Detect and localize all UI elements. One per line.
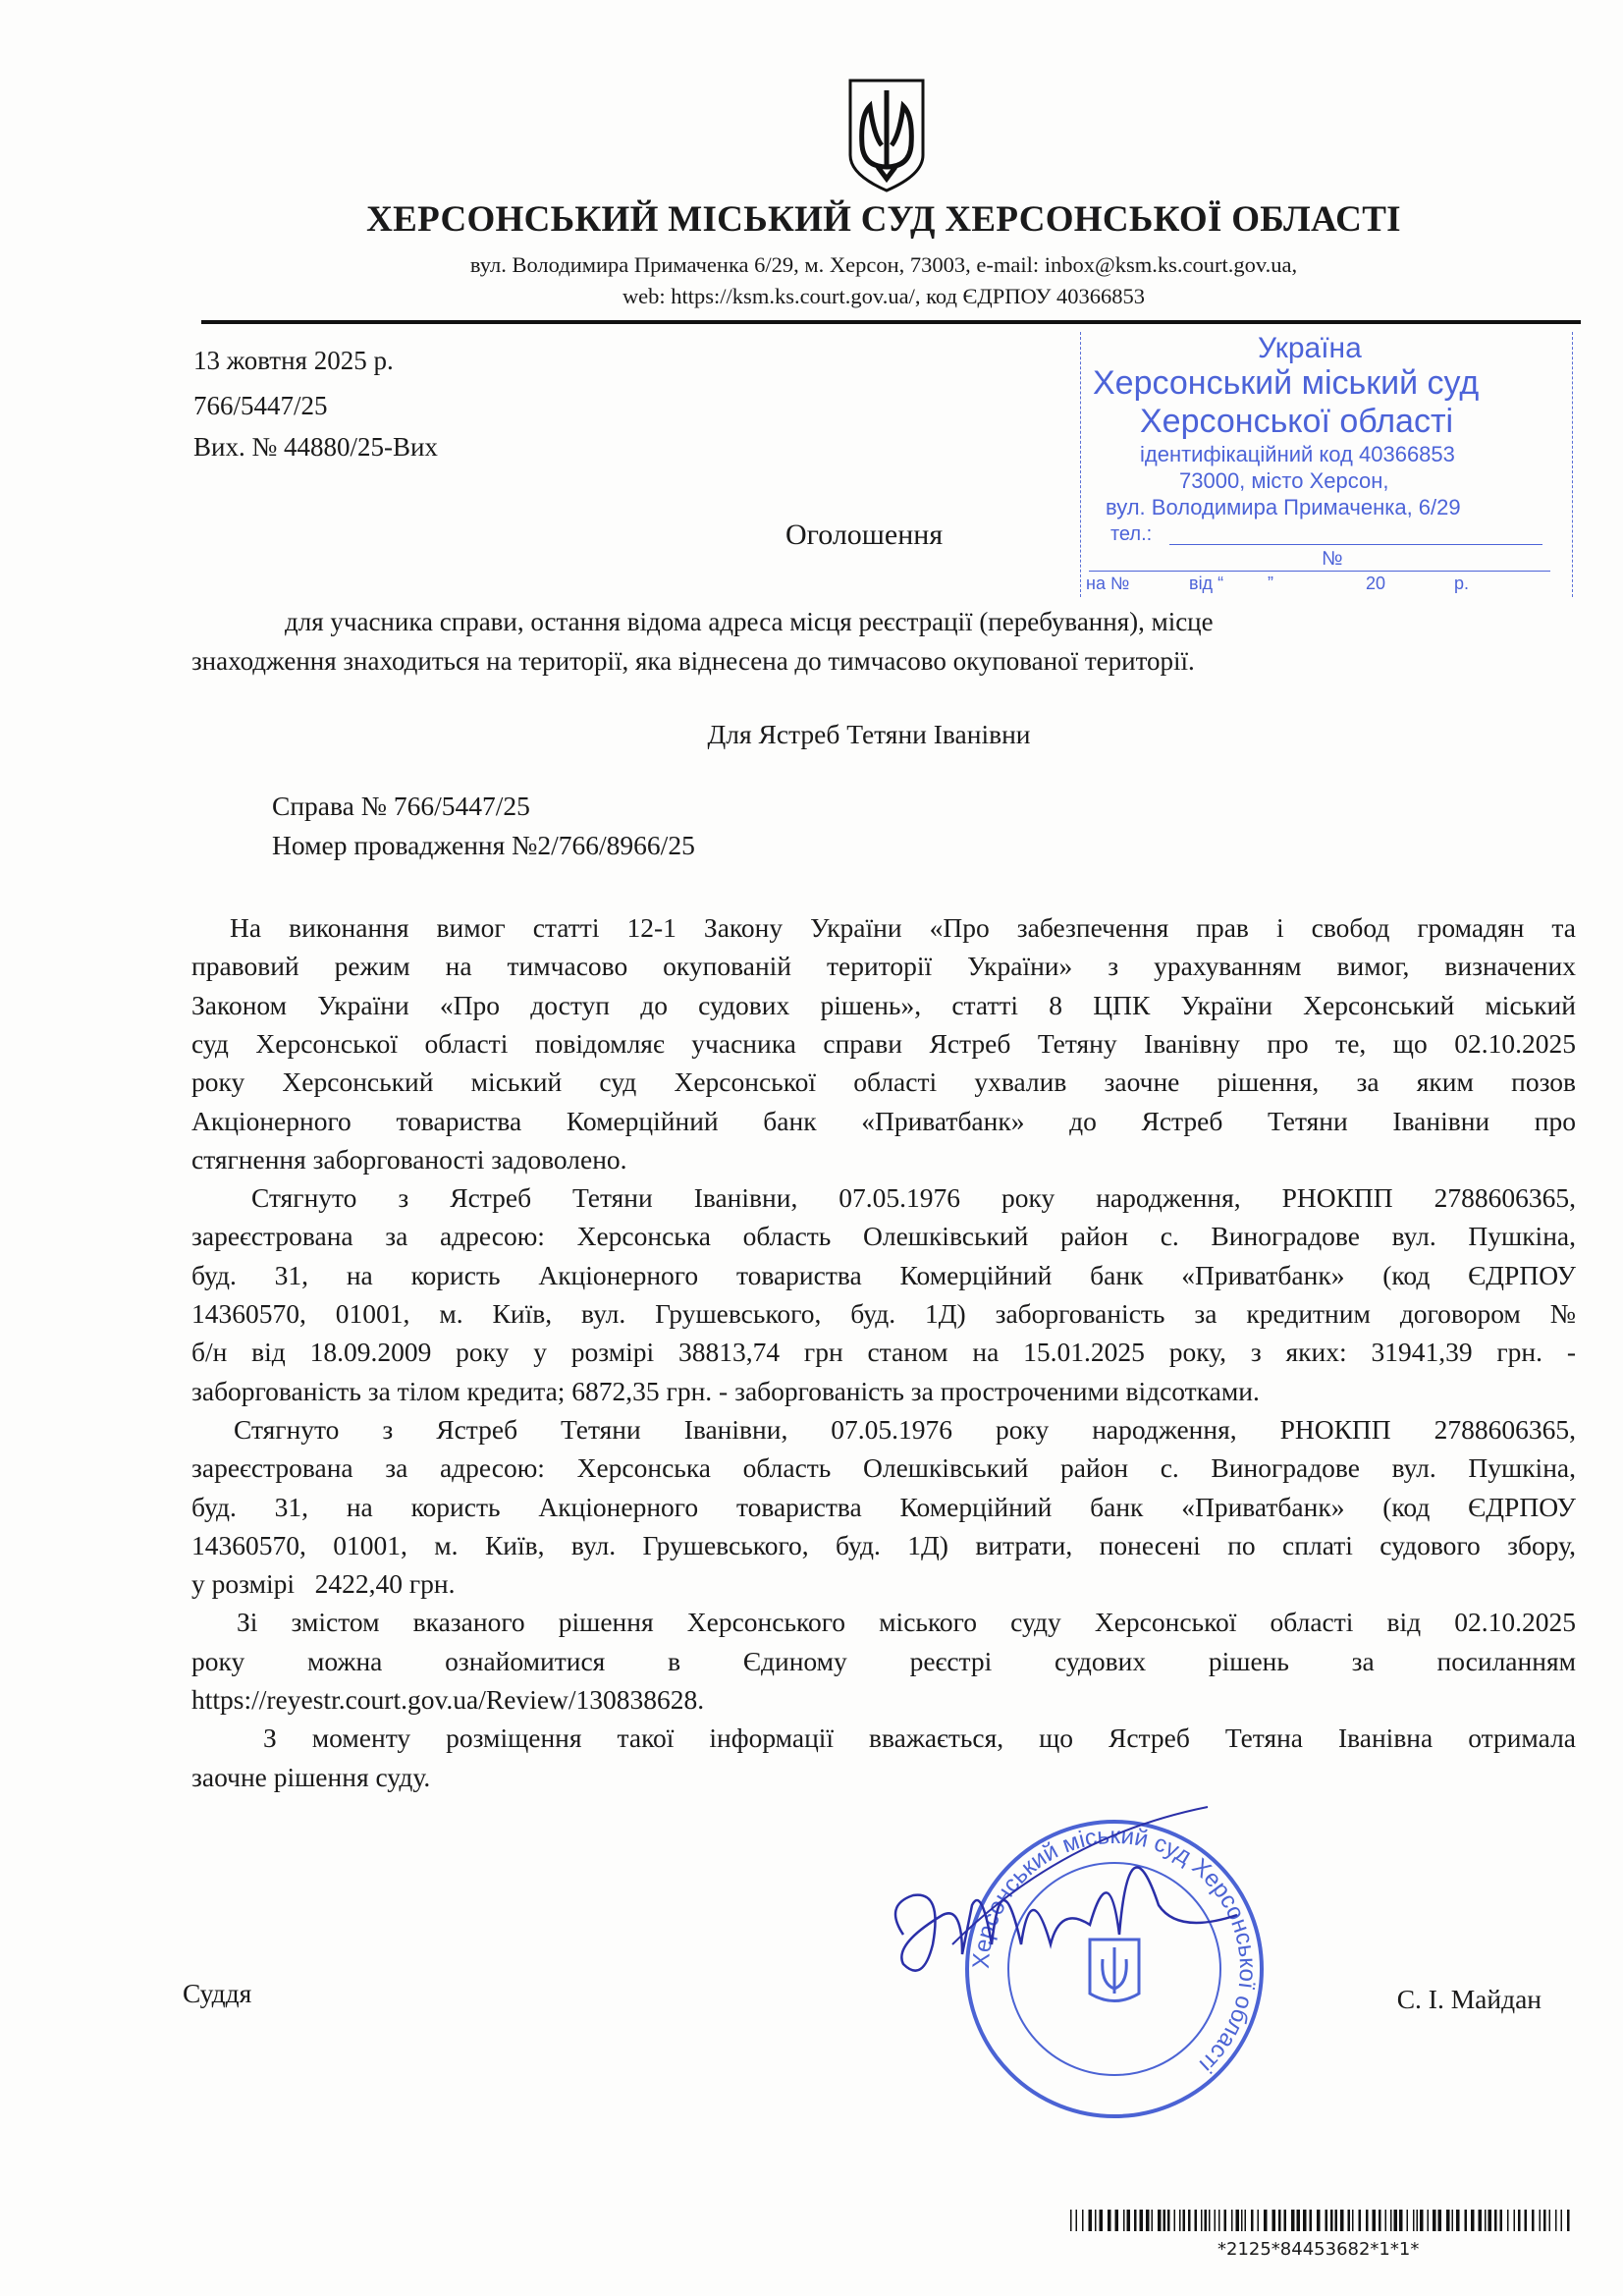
body-line: Стягнуто з Ястреб Тетяни Іванівни, 07.05.1976 року народження, РНОКПП 2788606365, bbox=[251, 1182, 1576, 1214]
barcode-bar bbox=[1543, 2210, 1546, 2231]
barcode-bar bbox=[1335, 2210, 1338, 2231]
barcode-bar bbox=[1420, 2210, 1424, 2231]
barcode-bar bbox=[1245, 2210, 1247, 2231]
barcode-bar bbox=[1134, 2210, 1137, 2231]
case-reference: 766/5447/25 bbox=[193, 391, 328, 420]
barcode-bar bbox=[1241, 2210, 1243, 2231]
barcode-bar bbox=[1183, 2210, 1186, 2231]
stamp-text: від “ bbox=[1189, 574, 1224, 593]
header-rule bbox=[201, 320, 1581, 324]
stamp-text: 20 bbox=[1366, 574, 1386, 593]
outgoing-number: Вих. № 44880/25-Вих bbox=[193, 432, 438, 462]
barcode-bar bbox=[1224, 2210, 1227, 2231]
barcode-bar bbox=[1549, 2210, 1551, 2231]
stamp-text: Україна bbox=[1258, 332, 1362, 364]
barcode-bar bbox=[1379, 2210, 1381, 2231]
barcode-bar bbox=[1555, 2210, 1557, 2231]
barcode-bar bbox=[1507, 2210, 1509, 2231]
barcode-bar bbox=[1446, 2210, 1450, 2231]
proceeding-number: Номер провадження №2/766/8966/25 bbox=[272, 830, 695, 860]
barcode-bar bbox=[1488, 2210, 1492, 2231]
barcode-bar bbox=[1348, 2210, 1351, 2231]
barcode-bar bbox=[1179, 2210, 1181, 2231]
barcode-bar bbox=[1158, 2210, 1162, 2231]
barcode-code: *2125*84453682*1*1* bbox=[1217, 2239, 1420, 2260]
barcode-bar bbox=[1567, 2210, 1570, 2231]
barcode-bar bbox=[1413, 2210, 1415, 2231]
barcode-bar bbox=[1456, 2210, 1460, 2231]
barcode-bar bbox=[1317, 2210, 1321, 2231]
barcode-bar bbox=[1127, 2210, 1131, 2231]
case-number: Справа № 766/5447/25 bbox=[272, 791, 530, 821]
barcode-bar bbox=[1330, 2210, 1333, 2231]
barcode-bar bbox=[1278, 2210, 1281, 2231]
body-line: 14360570, 01001, м. Київ, вул. Грушевського, буд. 1Д) заборгованість за кредитним договором № bbox=[191, 1298, 1576, 1329]
barcode-bar bbox=[1494, 2210, 1497, 2231]
body-line: заочне рішення суду. bbox=[191, 1761, 431, 1792]
barcode-bar bbox=[1297, 2210, 1301, 2231]
judge-signature bbox=[864, 1797, 1276, 1994]
intro-line: знаходження знаходиться на території, яка віднесена до тимчасово окупованої території. bbox=[191, 646, 1195, 676]
stamp-text: 73000, місто Херсон, bbox=[1179, 468, 1389, 493]
barcode-bar bbox=[1236, 2210, 1240, 2231]
body-line: суд Херсонської області повідомляє учасника справи Ястреб Тетяну Іванівну про те, що 02.10.2025 bbox=[191, 1027, 1576, 1059]
addressee: Для Ястреб Тетяни Іванівни bbox=[707, 719, 1031, 749]
barcode-bar bbox=[1340, 2210, 1344, 2231]
barcode-bar bbox=[1310, 2210, 1313, 2231]
barcode-bar bbox=[1399, 2210, 1403, 2231]
body-line: З моменту розміщення такої інформації вважається, що Ястреб Тетяна Іванівна отримала bbox=[263, 1722, 1576, 1754]
barcode-bar bbox=[1394, 2210, 1398, 2231]
seal-text: Херсонський міський суд Херсонської області bbox=[967, 1822, 1262, 2078]
barcode-bar bbox=[1532, 2210, 1535, 2231]
stamp-text: ідентифікаційний код 40366853 bbox=[1140, 442, 1455, 466]
barcode-bar bbox=[1140, 2210, 1144, 2231]
barcode-bar bbox=[1407, 2210, 1409, 2231]
barcode-bar bbox=[1433, 2210, 1436, 2231]
barcode-bar bbox=[1152, 2210, 1154, 2231]
barcode-bar bbox=[1070, 2210, 1072, 2231]
barcode-bar bbox=[1359, 2210, 1362, 2231]
barcode-bar bbox=[1373, 2210, 1377, 2231]
barcode-bar bbox=[1385, 2210, 1387, 2231]
barcode-bar bbox=[1390, 2210, 1392, 2231]
barcode-bar bbox=[1485, 2210, 1487, 2231]
barcode-bar bbox=[1218, 2210, 1220, 2231]
barcode-bar bbox=[1561, 2210, 1563, 2231]
barcode-bar bbox=[1366, 2210, 1369, 2231]
barcode-bar bbox=[1100, 2210, 1104, 2231]
barcode-bar bbox=[1540, 2210, 1542, 2231]
body-line: зареєстрована за адресою: Херсонська область Олешківський район с. Виноградове вул. Пушкіна, bbox=[191, 1452, 1576, 1484]
court-title: ХЕРСОНСЬКИЙ МІСЬКИЙ СУД ХЕРСОНСЬКОЇ ОБЛАСТІ bbox=[366, 199, 1401, 240]
barcode-bar bbox=[1174, 2210, 1176, 2231]
barcode-bar bbox=[1082, 2210, 1084, 2231]
body-line: Зі змістом вказаного рішення Херсонського міського суду Херсонської області від 02.10.2025 bbox=[237, 1607, 1576, 1638]
barcode-bar bbox=[1325, 2210, 1328, 2231]
court-web: web: https://ksm.ks.court.gov.ua/, код ЄДРПОУ 40366853 bbox=[622, 284, 1146, 308]
stamp-text: Херсонської області bbox=[1140, 403, 1454, 440]
body-line: https://reyestr.court.gov.ua/Review/130838628. bbox=[191, 1684, 705, 1715]
trident-emblem-icon bbox=[844, 77, 929, 194]
court-address: вул. Володимира Примаченка 6/29, м. Херсон, 73003, e-mail: inbox@ksm.ks.court.gov.ua, bbox=[469, 252, 1298, 277]
barcode-bar bbox=[1231, 2210, 1233, 2231]
letter-date: 13 жовтня 2025 р. bbox=[193, 346, 394, 375]
barcode-bar bbox=[1163, 2210, 1166, 2231]
judge-role: Суддя bbox=[183, 1978, 252, 2008]
stamp-text: вул. Володимира Примаченка, 6/29 bbox=[1106, 495, 1461, 519]
barcode-bar bbox=[1205, 2210, 1208, 2231]
barcode-bar bbox=[1115, 2210, 1119, 2231]
barcode-bar bbox=[1209, 2210, 1211, 2231]
stamp-text: на № bbox=[1086, 574, 1130, 593]
registration-stamp bbox=[1080, 332, 1573, 597]
barcode-bar bbox=[1284, 2210, 1287, 2231]
body-line: року можна ознайомитися в Єдиному реєстрі судових рішень за посиланням bbox=[191, 1645, 1576, 1676]
barcode-bar bbox=[1417, 2210, 1419, 2231]
barcode-bar bbox=[1095, 2210, 1097, 2231]
body-line: року Херсонський міський суд Херсонської області ухвалив заочне рішення, за яким позов bbox=[191, 1066, 1576, 1098]
barcode-bar bbox=[1465, 2210, 1468, 2231]
barcode-bar bbox=[1303, 2210, 1307, 2231]
barcode-bar bbox=[1076, 2210, 1078, 2231]
barcode-bar bbox=[1201, 2210, 1203, 2231]
barcode-bar bbox=[1471, 2210, 1475, 2231]
stamp-text: № bbox=[1322, 548, 1343, 570]
barcode-bar bbox=[1514, 2210, 1516, 2231]
stamp-text: ” bbox=[1268, 574, 1273, 593]
barcode-bar bbox=[1251, 2210, 1254, 2231]
body-line: заборгованість за тілом кредита; 6872,35 грн. - заборгованість за простроченими відсотками. bbox=[191, 1375, 1260, 1406]
barcode-bar bbox=[1195, 2210, 1198, 2231]
stamp-text: р. bbox=[1454, 574, 1470, 593]
stamp-text: тел.: bbox=[1110, 523, 1153, 545]
body-line: буд. 31, на користь Акціонерного товариства Комерційний банк «Приватбанк» (код ЄДРПОУ bbox=[191, 1259, 1576, 1290]
body-line: 14360570, 01001, м. Київ, вул. Грушевського, буд. 1Д) витрати, понесені по сплаті судового збору, bbox=[191, 1529, 1576, 1560]
document-barcode bbox=[1070, 2210, 1576, 2239]
stamp-text: Херсонський міський суд bbox=[1093, 364, 1480, 402]
document-title: Оголошення bbox=[785, 519, 944, 551]
barcode-bar bbox=[1291, 2210, 1295, 2231]
body-line: у розмірі 2422,40 грн. bbox=[191, 1568, 456, 1600]
barcode-bar bbox=[1500, 2210, 1503, 2231]
barcode-bar bbox=[1215, 2210, 1217, 2231]
barcode-bar bbox=[1352, 2210, 1354, 2231]
body-line: На виконання вимог статті 12-1 Закону України «Про забезпечення прав і свобод громадян та bbox=[230, 912, 1576, 943]
barcode-bar bbox=[1518, 2210, 1521, 2231]
barcode-bar bbox=[1167, 2210, 1170, 2231]
barcode-bar bbox=[1272, 2210, 1276, 2231]
barcode-bar bbox=[1188, 2210, 1191, 2231]
barcode-bar bbox=[1479, 2210, 1483, 2231]
barcode-bar bbox=[1089, 2210, 1093, 2231]
barcode-bar bbox=[1258, 2210, 1260, 2231]
barcode-bar bbox=[1264, 2210, 1268, 2231]
body-line: Законом України «Про доступ до судових рішень», статті 8 ЦПК України Херсонський міський bbox=[191, 989, 1576, 1020]
body-line: Стягнуто з Ястреб Тетяни Іванівни, 07.05.1976 року народження, РНОКПП 2788606365, bbox=[234, 1413, 1576, 1445]
body-line: стягнення заборгованості задоволено. bbox=[191, 1143, 627, 1175]
barcode-bar bbox=[1108, 2210, 1111, 2231]
body-line: буд. 31, на користь Акціонерного товариства Комерційний банк «Приватбанк» (код ЄДРПОУ bbox=[191, 1491, 1576, 1522]
barcode-bar bbox=[1428, 2210, 1430, 2231]
body-line: зареєстрована за адресою: Херсонська область Олешківський район с. Виноградове вул. Пушкіна, bbox=[191, 1221, 1576, 1252]
intro-line: для учасника справи, остання відома адреса місця реєстрації (перебування), місце bbox=[285, 607, 1214, 636]
barcode-bar bbox=[1525, 2210, 1528, 2231]
body-line: б/н від 18.09.2009 року у розмірі 38813,74 грн станом на 15.01.2025 року, з яких: 31941,39 грн. - bbox=[191, 1337, 1576, 1368]
barcode-bar bbox=[1123, 2210, 1125, 2231]
body-line: правовий режим на тимчасово окупованій території України» з урахуванням вимог, визначених bbox=[191, 951, 1576, 982]
body-line: Акціонерного товариства Комерційний банк «Приватбанк» до Ястреб Тетяни Іванівни про bbox=[191, 1105, 1576, 1136]
barcode-bar bbox=[1452, 2210, 1454, 2231]
barcode-bar bbox=[1438, 2210, 1442, 2231]
judge-name: С. І. Майдан bbox=[1396, 1984, 1542, 2014]
barcode-bar bbox=[1146, 2210, 1150, 2231]
